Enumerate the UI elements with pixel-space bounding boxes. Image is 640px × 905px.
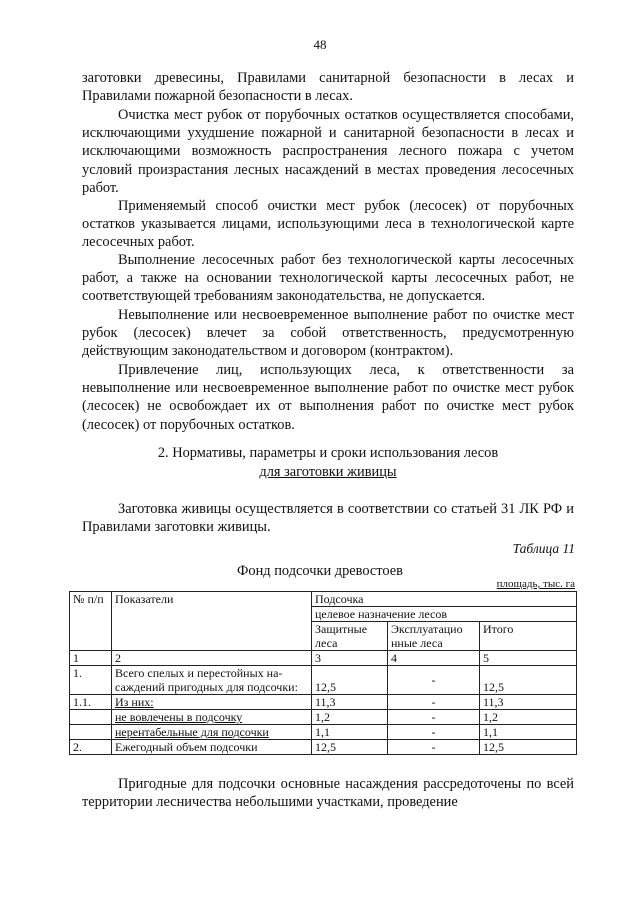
header-total: Итого xyxy=(480,622,577,651)
column-number: 5 xyxy=(480,651,577,666)
paragraph-cleaning-methods: Очистка мест рубок от порубочных остатков осуществляется способами, исключающими ухудшение пожарной и санитарной безопасности в лесах и исключающими возможность распространения лесного пожара с учетом условий произрастания лесных насаждений в местах проведения лесосечных работ. xyxy=(82,107,574,196)
column-number-row xyxy=(70,651,577,666)
table-title: Фонд подсочки древостоев xyxy=(237,563,403,579)
table-row xyxy=(70,740,577,755)
table-row xyxy=(70,710,577,725)
row-exploitation: - xyxy=(388,740,480,755)
page-number: 48 xyxy=(313,37,327,52)
column-number: 4 xyxy=(388,651,480,666)
header-subgroup: целевое назначение лесов xyxy=(312,607,577,622)
row-protective: 12,5 xyxy=(312,740,388,755)
paragraph-liability: Привлечение лиц, использующих леса, к ответственности за невыполнение или несвоевременное выполнение работ по очистке мест рубок (лесосек) не освобождает их от выполнения работ по очистке мест рубок (лесосек) от порубочных остатков. xyxy=(82,362,574,433)
paragraph-continuation: заготовки древесины, Правилами санитарной безопасности в лесах и Правилами пожарной безопасности в лесах. xyxy=(82,70,574,105)
header-indicator: Показатели xyxy=(112,592,312,651)
row-protective: 1,2 xyxy=(312,710,388,725)
header-group: Подсочка xyxy=(312,592,577,607)
paragraph-responsibility: Невыполнение или несвоевременное выполнение работ по очистке мест рубок (лесосек) влечет за собой ответственность, предусмотренную действующим законодательством и договором (контрактом). xyxy=(82,307,574,360)
row-total: 11,3 xyxy=(480,695,577,710)
header-exploitation: Эксплуатацио нные леса xyxy=(388,622,480,651)
paragraph-without-map: Выполнение лесосечных работ без технологической карты лесосечных работ, а также на основании технологической карты лесосечных работ, не соответствующей требованиям законодательства, не допускается. xyxy=(82,252,574,305)
header-num: № п/п xyxy=(70,592,112,651)
table-row xyxy=(70,695,577,710)
row-protective: 11,3 xyxy=(312,695,388,710)
paragraph-method-specified: Применяемый способ очистки мест рубок (лесосек) от порубочных остатков указывается лицами, использующими леса в технологической карте лесосечных работ. xyxy=(82,198,574,251)
row-indicator: Из них: xyxy=(112,695,312,710)
row-num: 1. xyxy=(70,666,112,695)
row-total: 12,5 xyxy=(480,740,577,755)
row-exploitation: - xyxy=(388,710,480,725)
row-total: 1,1 xyxy=(480,725,577,740)
row-exploitation: - xyxy=(388,666,480,695)
row-num: 1.1. xyxy=(70,695,112,710)
row-total: 12,5 xyxy=(480,666,577,695)
column-number: 2 xyxy=(112,651,312,666)
table-units: площадь, тыс. га xyxy=(496,578,575,590)
paragraph-resin-article: Заготовка живицы осуществляется в соответствии со статьей 31 ЛК РФ и Правилами заготовки живицы. xyxy=(82,501,574,536)
table-row xyxy=(70,666,577,695)
section-heading-line1: 2. Нормативы, параметры и сроки использования лесов xyxy=(157,445,499,461)
table-caption: Таблица 11 xyxy=(512,541,575,556)
table-row xyxy=(70,725,577,740)
column-number: 1 xyxy=(70,651,112,666)
row-num: 2. xyxy=(70,740,112,755)
row-indicator: нерентабельные для подсочки xyxy=(112,725,312,740)
column-number: 3 xyxy=(312,651,388,666)
row-num xyxy=(70,725,112,740)
row-indicator: Всего спелых и перестойных на- саждений пригодных для подсочки: xyxy=(112,666,312,695)
section-heading-line2: для заготовки живицы xyxy=(259,463,397,480)
fund-table xyxy=(69,591,577,755)
row-indicator: Ежегодный объем подсочки xyxy=(112,740,312,755)
row-num xyxy=(70,710,112,725)
row-protective: 12,5 xyxy=(312,666,388,695)
row-total: 1,2 xyxy=(480,710,577,725)
row-exploitation: - xyxy=(388,695,480,710)
row-protective: 1,1 xyxy=(312,725,388,740)
row-exploitation: - xyxy=(388,725,480,740)
paragraph-tapping-distribution: Пригодные для подсочки основные насаждения рассредоточены по всей территории лесничества небольшими участками, проведение xyxy=(82,776,574,811)
row-indicator: не вовлечены в подсочку xyxy=(112,710,312,725)
header-protective: Защитные леса xyxy=(312,622,388,651)
section-heading xyxy=(82,444,574,481)
